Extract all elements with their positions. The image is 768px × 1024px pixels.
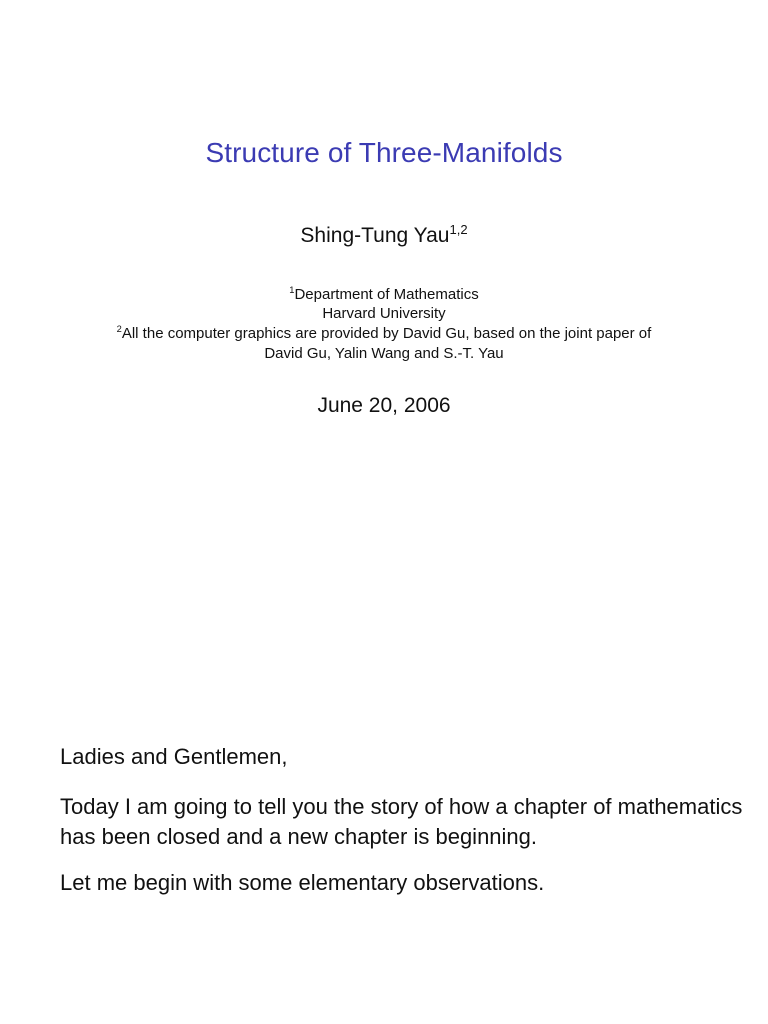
author-line [0,221,768,248]
intro-slide [0,512,768,1024]
observations-paragraph: Let me begin with some elementary observations. [60,870,545,895]
affiliation-text: David Gu, Yalin Wang and S.-T. Yau [264,345,504,362]
affiliation-mark: 1 [289,285,295,296]
greeting-paragraph: Ladies and Gentlemen, [60,744,288,769]
affiliation-1 [0,285,768,304]
author-marks: 1,2 [449,221,468,237]
affiliation-text: Harvard University [322,305,446,322]
affiliation-4 [0,344,768,363]
author-name: Shing-Tung Yau [300,224,450,247]
affiliation-3 [0,324,768,343]
affiliation-2 [0,304,768,323]
affiliation-text: Department of Mathematics [294,286,479,303]
affiliation-mark: 2 [116,324,122,335]
affiliation-text: All the computer graphics are provided by David Gu, based on the joint paper of [121,325,652,342]
presentation-date: June 20, 2006 [317,394,451,417]
story-paragraph: Today I am going to tell you the story of how a chapter of mathematics has been closed and a new chapter is beginning. [60,794,743,849]
slide-title: Structure of Three-Manifolds [205,137,563,168]
